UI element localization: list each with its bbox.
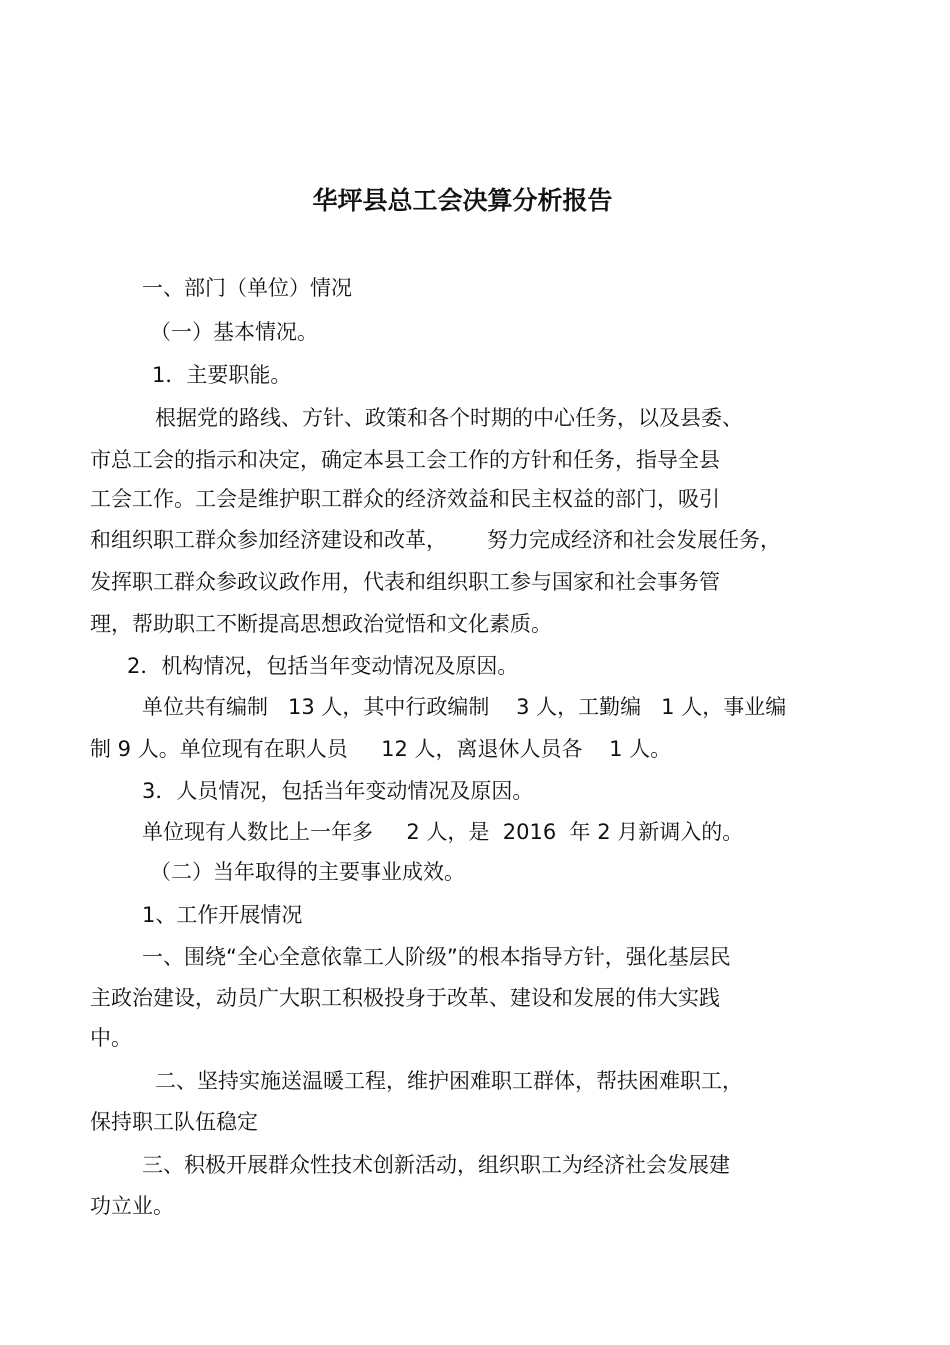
item-heading-functions: 1．主要职能。	[152, 363, 292, 387]
item-heading-organization: 2．机构情况，包括当年变动情况及原因。	[127, 654, 519, 678]
paragraph-line: 和组织职工群众参加经济建设和改革， 努力完成经济和社会发展任务，	[90, 528, 782, 552]
paragraph-line: 单位现有人数比上一年多 2 人，是 2016 年 2 月新调入的。	[142, 820, 744, 844]
paragraph-line: 三、积极开展群众性技术创新活动，组织职工为经济社会发展建	[142, 1153, 730, 1177]
item-heading-personnel: 3．人员情况，包括当年变动情况及原因。	[142, 779, 534, 803]
paragraph-line: 市总工会的指示和决定，确定本县工会工作的方针和任务，指导全县	[90, 448, 720, 472]
subsection-heading-basic: （一）基本情况。	[150, 320, 318, 344]
paragraph-line: 发挥职工群众参政议政作用，代表和组织职工参与国家和社会事务管	[90, 570, 720, 594]
subsection-heading-achievements: （二）当年取得的主要事业成效。	[150, 860, 465, 884]
paragraph-line: 根据党的路线、方针、政策和各个时期的中心任务，以及县委、	[155, 406, 743, 430]
paragraph-line: 保持职工队伍稳定	[90, 1110, 258, 1134]
paragraph-line: 工会工作。工会是维护职工群众的经济效益和民主权益的部门，吸引	[90, 487, 720, 511]
paragraph-line: 一、围绕“全心全意依靠工人阶级”的根本指导方针，强化基层民	[142, 945, 731, 969]
paragraph-line: 制 9 人。单位现有在职人员 12 人，离退休人员各 1 人。	[90, 737, 672, 761]
paragraph-line: 功立业。	[90, 1194, 174, 1218]
paragraph-line: 二、坚持实施送温暖工程，维护困难职工群体，帮扶困难职工，	[155, 1069, 743, 1093]
paragraph-line: 主政治建设，动员广大职工积极投身于改革、建设和发展的伟大实践	[90, 986, 720, 1010]
paragraph-line: 中。	[90, 1026, 132, 1050]
item-heading-work: 1、工作开展情况	[142, 903, 303, 927]
section-heading-1: 一、部门（单位）情况	[142, 276, 352, 300]
paragraph-line: 单位共有编制 13 人，其中行政编制 3 人，工勤编 1 人，事业编	[142, 695, 787, 719]
document-title: 华坪县总工会决算分析报告	[312, 186, 613, 215]
paragraph-line: 理，帮助职工不断提高思想政治觉悟和文化素质。	[90, 612, 552, 636]
